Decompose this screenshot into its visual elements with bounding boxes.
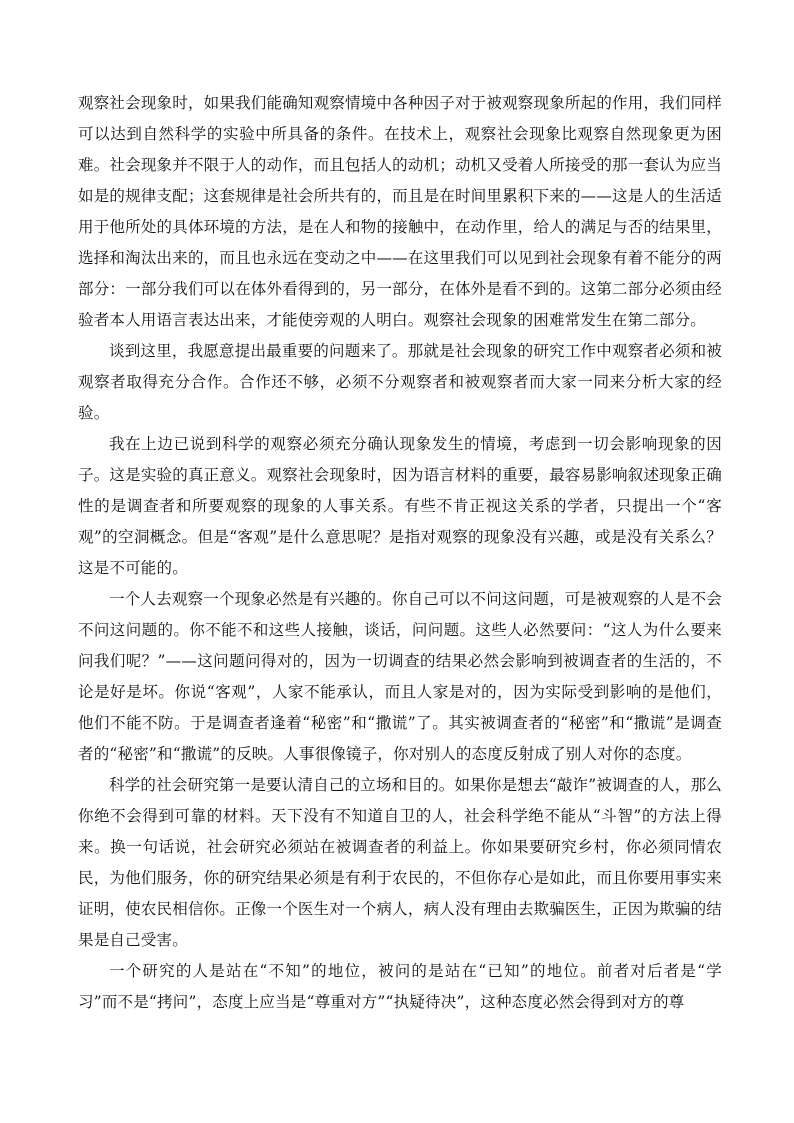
paragraph-2: 谈到这里，我愿意提出最重要的问题来了。那就是社会现象的研究工作中观察者必须和被观察者取得充分合作。合作还不够，必须不分观察者和被观察者而大家一同来分析大家的经验。 (78, 342, 722, 422)
paragraph-6: 一个研究的人是站在“不知”的地位，被问的是站在“已知”的地位。前者对后者是“学习”而不是“拷问”，态度上应当是“尊重对方”“执疑待决”，这种态度必然会得到对方的尊 (78, 962, 722, 1011)
paragraph-4: 一个人去观察一个现象必然是有兴趣的。你自己可以不问这问题，可是被观察的人是不会不问这问题的。你不能不和这些人接触，谈话，问问题。这些人必然要问：“这人为什么要来问我们呢？”——这问题问得对的，因为一切调查的结果必然会影响到被调查者的生活的，不论是好是坏。你说“客观”，人家不能承认，而且人家是对的，因为实际受到影响的是他们，他们不能不防。于是调查者逢着“秘密”和“撒谎”了。其实被调查者的“秘密”和“撒谎”是调查者的“秘密”和“撒谎”的反映。人事很像镜子，你对别人的态度反射成了别人对你的态度。 (78, 590, 722, 763)
paragraph-3: 我在上边已说到科学的观察必须充分确认现象发生的情境，考虑到一切会影响现象的因子。这是实验的真正意义。观察社会现象时，因为语言材料的重要，最容易影响叙述现象正确性的是调查者和所要观察的现象的人事关系。有些不肯正视这关系的学者，只提出一个“客观”的空洞概念。但是“客观”是什么意思呢？是指对观察的现象没有兴趣，或是没有关系么？这是不可能的。 (78, 435, 722, 577)
paragraph-5: 科学的社会研究第一是要认清自己的立场和目的。如果你是想去“敲诈”被调查的人，那么你绝不会得到可靠的材料。天下没有不知道自卫的人，社会科学绝不能从“斗智”的方法上得来。换一句话说，社会研究必须站在被调查者的利益上。你如果要研究乡村，你必须同情农民，为他们服务，你的研究结果必须是有利于农民的，不但你存心是如此，而且你要用事实来证明，使农民相信你。正像一个医生对一个病人，病人没有理由去欺骗医生，正因为欺骗的结果是自己受害。 (78, 776, 722, 949)
article-body (78, 88, 722, 1018)
paragraph-1: 观察社会现象时，如果我们能确知观察情境中各种因子对于被观察现象所起的作用，我们同样可以达到自然科学的实验中所具备的条件。在技术上，观察社会现象比观察自然现象更为困难。社会现象并不限于人的动作，而且包括人的动机；动机又受着人所接受的那一套认为应当如是的规律支配；这套规律是社会所共有的，而且是在时间里累积下来的——这是人的生活适用于他所处的具体环境的方法，是在人和物的接触中，在动作里，给人的满足与否的结果里，选择和淘汰出来的，而且也永远在变动之中——在这里我们可以见到社会现象有着不能分的两部分：一部分我们可以在体外看得到的，另一部分，在体外是看不到的。这第二部分必须由经验者本人用语言表达出来，才能使旁观的人明白。观察社会现象的困难常发生在第二部分。 (78, 94, 722, 329)
